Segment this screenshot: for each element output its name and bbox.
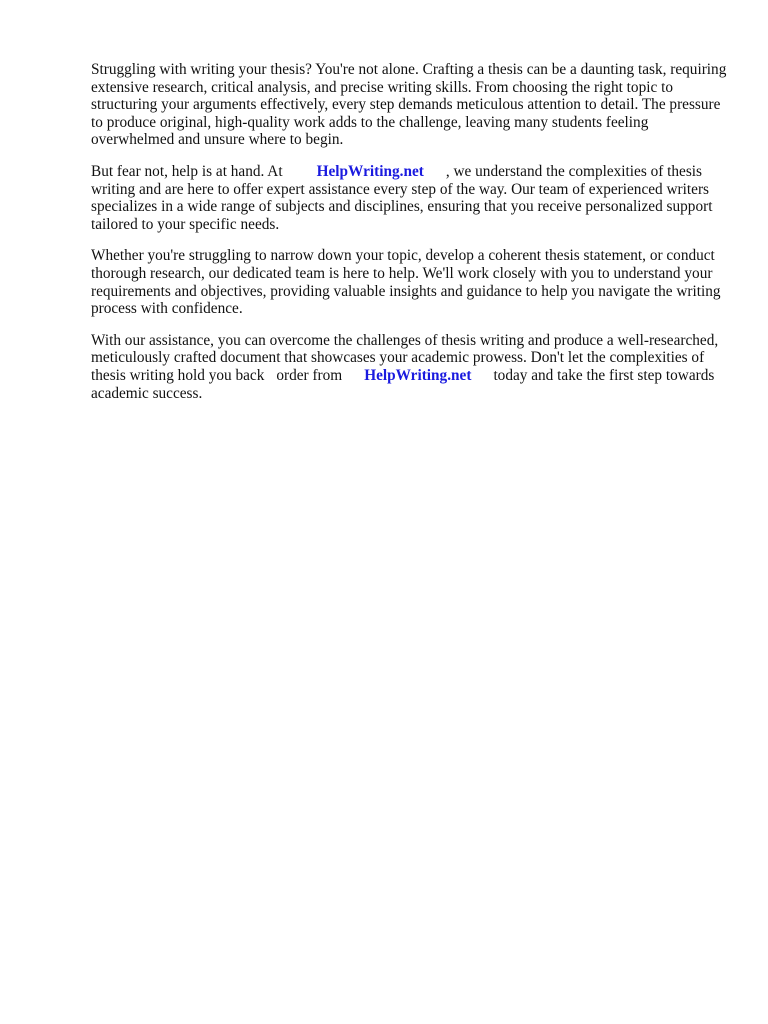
helpwriting-link-2[interactable]: HelpWriting.net bbox=[364, 366, 472, 384]
paragraph-help bbox=[91, 163, 731, 233]
helpwriting-link[interactable]: HelpWriting.net bbox=[316, 162, 424, 180]
document-body bbox=[91, 61, 731, 416]
paragraph-help-lead: But fear not, help is at hand. At bbox=[91, 162, 283, 180]
paragraph-team: Whether you're struggling to narrow down your topic, develop a coherent thesis statement, or conduct thorough research, our dedicated team is here to help. We'll work closely with you to understand your requirements and objectives, providing valuable insights and guidance to help you navigate the writing process with confidence. bbox=[91, 247, 721, 318]
paragraph-closing-rest: today and take the first step towards academic success. bbox=[91, 366, 715, 402]
paragraph-closing-lead: With our assistance, you can overcome the challenges of thesis writing and produce a well-researched, meticulously crafted document that showcases your academic prowess. Don't let the complexities of thesis writing hold you back bbox=[91, 331, 719, 384]
paragraph-help-rest: , we understand the complexities of thesis writing and are here to offer expert assistance every step of the way. Our team of experienced writers specializes in a wide range of subjects and disciplines, ensuring that you receive personalized support tailored to your specific needs. bbox=[91, 162, 713, 233]
paragraph-closing-order: order from bbox=[276, 366, 343, 384]
paragraph-closing bbox=[91, 332, 731, 402]
paragraph-intro: Struggling with writing your thesis? You're not alone. Crafting a thesis can be a daunting task, requiring extensive research, critical analysis, and precise writing skills. From choosing the right topic to structuring your arguments effectively, every step demands meticulous attention to detail. The pressure to produce original, high-quality work adds to the challenge, leaving many students feeling overwhelmed and unsure where to begin. bbox=[91, 61, 727, 149]
